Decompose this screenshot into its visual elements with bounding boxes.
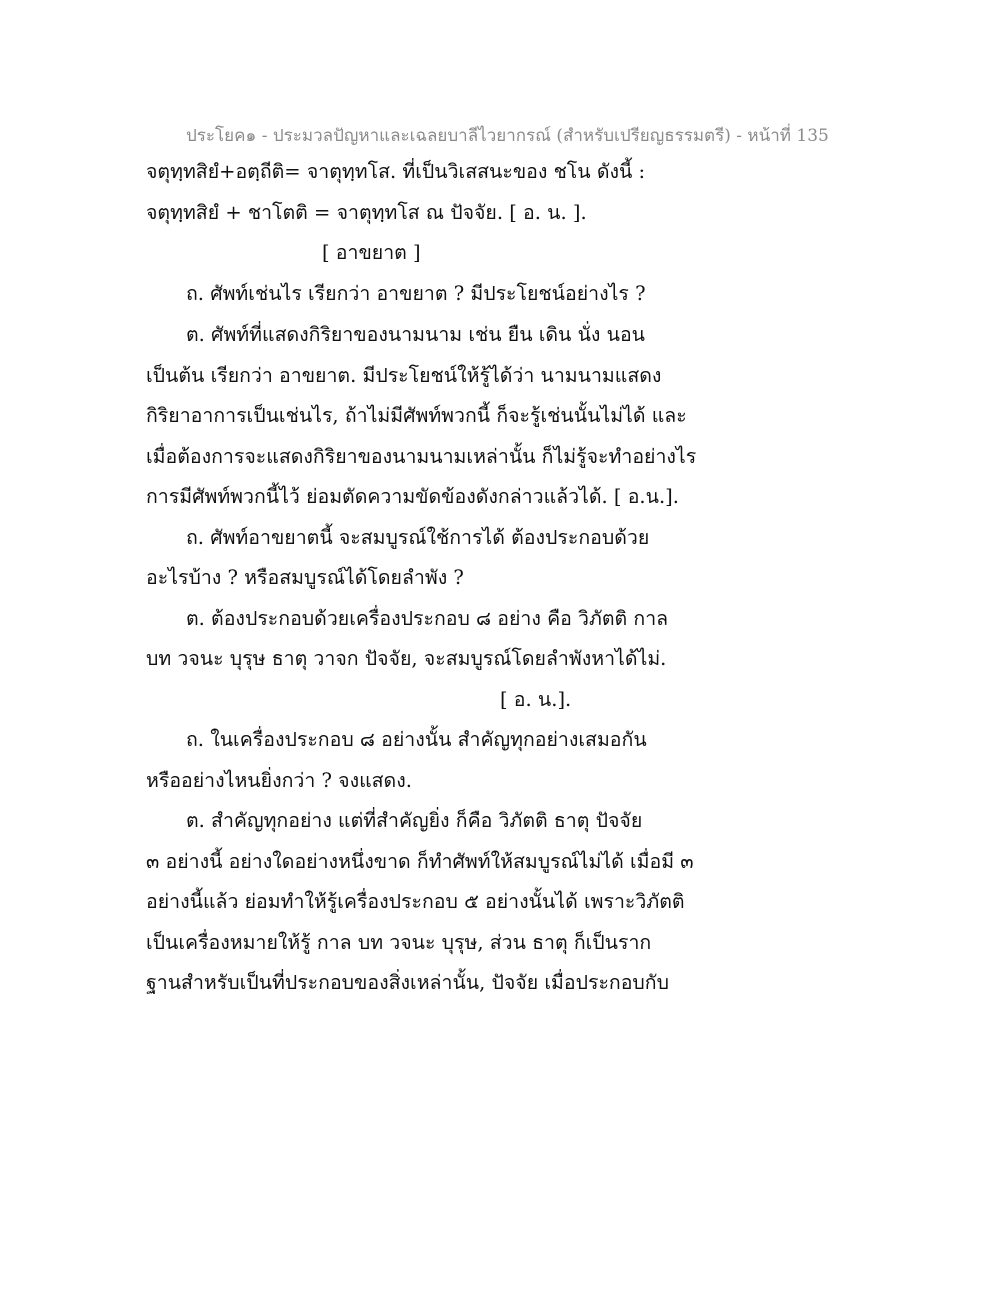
text-line: เป็นต้น เรียกว่า อาขยาต. มีประโยชน์ให้รู้ได้ว่า นามนามแสดง <box>146 364 662 387</box>
answer-line: ต. ศัพท์ที่แสดงกิริยาของนามนาม เช่น ยืน เดิน นั่ง นอน <box>186 323 646 346</box>
text-line: จตุทฺทสิยํ+อตฺถีติ= จาตุทฺทโส. ที่เป็นวิเสสนะของ ชโน ดังนี้ : <box>146 160 646 183</box>
answer-line: ต. ต้องประกอบด้วยเครื่องประกอบ ๘ อย่าง คือ วิภัตติ กาล <box>186 607 669 630</box>
text-line: จตุทฺทสิยํ + ชาโตติ = จาตุทฺทโส ณ ปัจจัย. [ อ. น. ]. <box>146 201 587 224</box>
text-line: ฐานสำหรับเป็นที่ประกอบของสิ่งเหล่านั้น, ปัจจัย เมื่อประกอบกับ <box>146 971 669 994</box>
question-line: ถ. ศัพท์อาขยาตนี้ จะสมบูรณ์ใช้การได้ ต้องประกอบด้วย <box>186 526 650 549</box>
text-line: เมื่อต้องการจะแสดงกิริยาของนามนามเหล่านั้น ก็ไม่รู้จะทำอย่างไร <box>146 445 697 468</box>
text-line: เป็นเครื่องหมายให้รู้ กาล บท วจนะ บุรุษ, ส่วน ธาตุ ก็เป็นราก <box>146 931 652 954</box>
text-line: บท วจนะ บุรุษ ธาตุ วาจก ปัจจัย, จะสมบูรณ์โดยลำพังหาได้ไม่. <box>146 647 667 670</box>
text-line: อะไรบ้าง ? หรือสมบูรณ์ได้โดยลำพัง ? <box>146 566 464 589</box>
page-header: ประโยค๑ - ประมวลปัญหาและเฉลยบาลีไวยากรณ์ (สำหรับเปรียญธรรมตรี) - หน้าที่ 135 <box>186 126 829 146</box>
answer-line: ต. สำคัญทุกอย่าง แต่ที่สำคัญยิ่ง ก็คือ วิภัตติ ธาตุ ปัจจัย <box>186 809 643 832</box>
text-line: อย่างนี้แล้ว ย่อมทำให้รู้เครื่องประกอบ ๕ อย่างนั้นได้ เพราะวิภัตติ <box>146 890 685 913</box>
text-line: การมีศัพท์พวกนี้ไว้ ย่อมตัดความขัดข้องดังกล่าวแล้วได้. [ อ.น.]. <box>146 485 679 508</box>
text-line: หรืออย่างไหนยิ่งกว่า ? จงแสดง. <box>146 769 412 792</box>
text-line: กิริยาอาการเป็นเช่นไร, ถ้าไม่มีศัพท์พวกนี้ ก็จะรู้เช่นนั้นไม่ได้ และ <box>146 404 687 427</box>
question-line: ถ. ศัพท์เช่นไร เรียกว่า อาขยาต ? มีประโยชน์อย่างไร ? <box>186 282 646 305</box>
section-heading: [ อาขยาต ] <box>322 241 421 264</box>
question-line: ถ. ในเครื่องประกอบ ๘ อย่างนั้น สำคัญทุกอย่างเสมอกัน <box>186 728 647 751</box>
text-line: ๓ อย่างนี้ อย่างใดอย่างหนึ่งขาด ก็ทำศัพท์ให้สมบูรณ์ไม่ได้ เมื่อมี ๓ <box>146 850 694 873</box>
reference-tag: [ อ. น.]. <box>500 688 572 711</box>
